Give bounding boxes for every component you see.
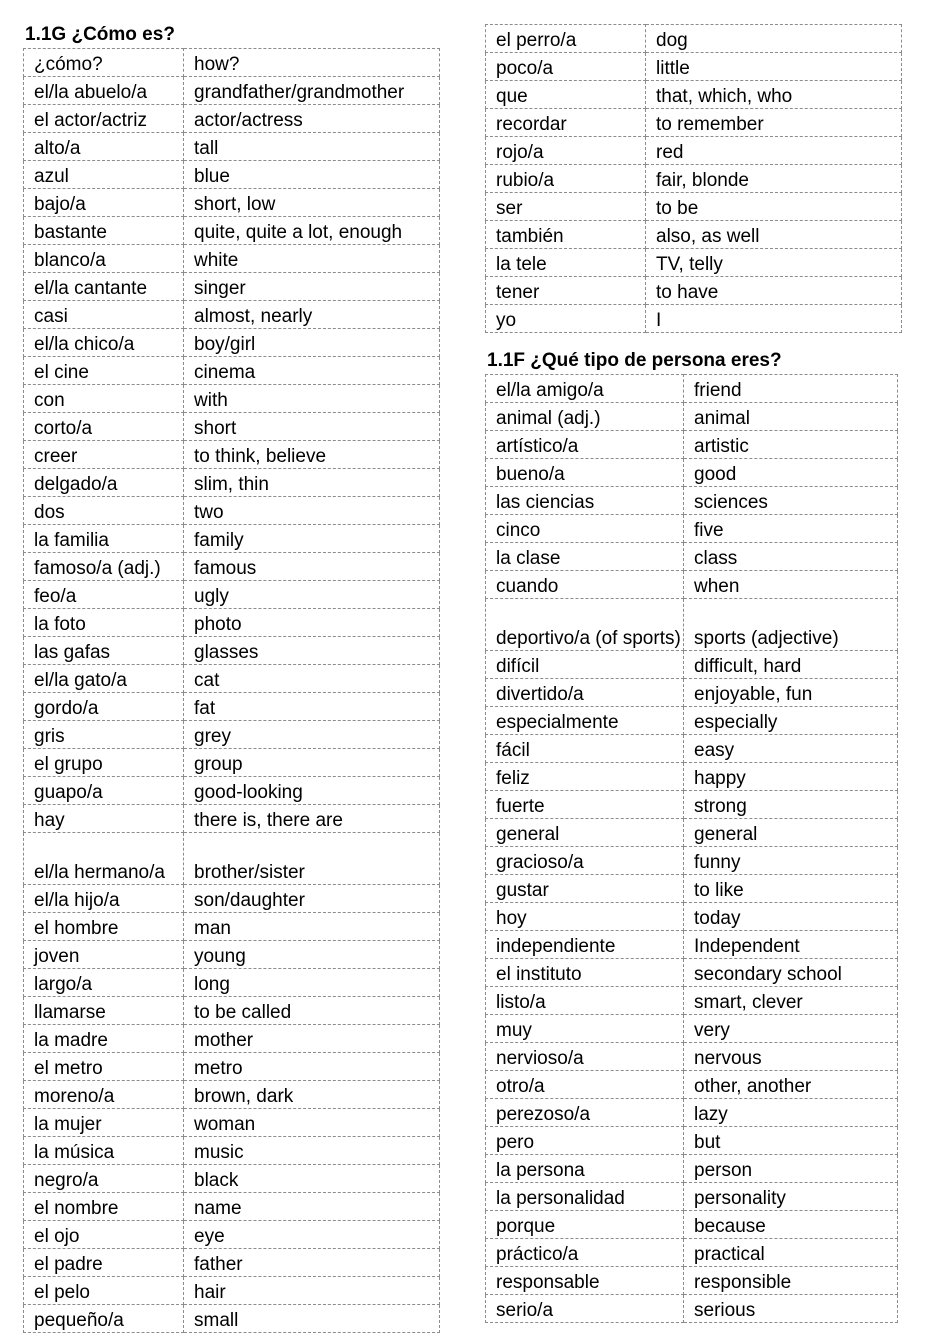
spanish-term: casi bbox=[24, 301, 184, 329]
spanish-term: el ojo bbox=[24, 1221, 184, 1249]
vocab-row bbox=[486, 1071, 898, 1099]
spanish-term: largo/a bbox=[24, 969, 184, 997]
vocab-row bbox=[486, 987, 898, 1015]
vocab-row bbox=[24, 77, 440, 105]
english-translation: because bbox=[684, 1211, 898, 1239]
vocab-row bbox=[486, 707, 898, 735]
vocab-row bbox=[486, 1155, 898, 1183]
spanish-term: perezoso/a bbox=[486, 1099, 684, 1127]
spanish-term: corto/a bbox=[24, 413, 184, 441]
spanish-term: la familia bbox=[24, 525, 184, 553]
english-translation: with bbox=[184, 385, 440, 413]
english-translation: white bbox=[184, 245, 440, 273]
english-translation: grandfather/grandmother bbox=[184, 77, 440, 105]
vocab-row bbox=[24, 777, 440, 805]
english-translation: sciences bbox=[684, 487, 898, 515]
spanish-term: rubio/a bbox=[486, 165, 646, 193]
vocab-row bbox=[24, 1109, 440, 1137]
spanish-term: la personalidad bbox=[486, 1183, 684, 1211]
spanish-term: la música bbox=[24, 1137, 184, 1165]
english-translation: practical bbox=[684, 1239, 898, 1267]
vocab-row bbox=[24, 805, 440, 833]
spanish-term: cuando bbox=[486, 571, 684, 599]
vocab-row bbox=[24, 1249, 440, 1277]
vocab-table-1-1g-continued bbox=[485, 24, 902, 333]
english-translation: eye bbox=[184, 1221, 440, 1249]
english-translation: young bbox=[184, 941, 440, 969]
vocab-row bbox=[24, 385, 440, 413]
spanish-term: las gafas bbox=[24, 637, 184, 665]
vocab-row bbox=[24, 525, 440, 553]
english-translation: difficult, hard bbox=[684, 651, 898, 679]
english-translation: almost, nearly bbox=[184, 301, 440, 329]
spanish-term: poco/a bbox=[486, 53, 646, 81]
english-translation: woman bbox=[184, 1109, 440, 1137]
spanish-term: la mujer bbox=[24, 1109, 184, 1137]
vocab-row bbox=[24, 469, 440, 497]
vocab-row bbox=[24, 413, 440, 441]
english-translation: animal bbox=[684, 403, 898, 431]
vocab-row bbox=[24, 1305, 440, 1333]
vocab-row bbox=[486, 931, 898, 959]
vocab-row bbox=[24, 357, 440, 385]
spanish-term: famoso/a (adj.) bbox=[24, 553, 184, 581]
english-translation: son/daughter bbox=[184, 885, 440, 913]
spanish-term: el/la cantante bbox=[24, 273, 184, 301]
spanish-term: el/la abuelo/a bbox=[24, 77, 184, 105]
english-translation: how? bbox=[184, 49, 440, 77]
vocab-row bbox=[486, 515, 898, 543]
vocab-row bbox=[24, 301, 440, 329]
spanish-term: cinco bbox=[486, 515, 684, 543]
spanish-term: bueno/a bbox=[486, 459, 684, 487]
vocab-row bbox=[24, 1193, 440, 1221]
spanish-term: el/la chico/a bbox=[24, 329, 184, 357]
vocab-row bbox=[486, 1043, 898, 1071]
spanish-term: recordar bbox=[486, 109, 646, 137]
spanish-term: general bbox=[486, 819, 684, 847]
spanish-term: gordo/a bbox=[24, 693, 184, 721]
spanish-term: azul bbox=[24, 161, 184, 189]
vocab-row bbox=[24, 217, 440, 245]
spanish-term: hoy bbox=[486, 903, 684, 931]
spanish-term: fuerte bbox=[486, 791, 684, 819]
vocab-row bbox=[486, 1295, 898, 1323]
english-translation: famous bbox=[184, 553, 440, 581]
english-translation: TV, telly bbox=[646, 249, 902, 277]
vocab-row bbox=[486, 1239, 898, 1267]
vocab-row bbox=[486, 193, 902, 221]
spanish-term: alto/a bbox=[24, 133, 184, 161]
english-translation: today bbox=[684, 903, 898, 931]
vocab-row bbox=[24, 693, 440, 721]
english-translation: nervous bbox=[684, 1043, 898, 1071]
english-translation: when bbox=[684, 571, 898, 599]
english-translation: to think, believe bbox=[184, 441, 440, 469]
english-translation: to have bbox=[646, 277, 902, 305]
english-translation: father bbox=[184, 1249, 440, 1277]
vocab-row bbox=[24, 885, 440, 913]
vocab-row bbox=[486, 791, 898, 819]
english-translation: very bbox=[684, 1015, 898, 1043]
vocab-row bbox=[486, 735, 898, 763]
spanish-term: joven bbox=[24, 941, 184, 969]
spanish-term: el/la hermano/a bbox=[24, 833, 184, 885]
english-translation: strong bbox=[684, 791, 898, 819]
vocab-row bbox=[486, 763, 898, 791]
section-title-1-1f: 1.1F ¿Qué tipo de persona eres? bbox=[487, 350, 782, 371]
vocab-row bbox=[486, 1211, 898, 1239]
spanish-term: el/la gato/a bbox=[24, 665, 184, 693]
english-translation: to remember bbox=[646, 109, 902, 137]
spanish-term: feliz bbox=[486, 763, 684, 791]
vocab-row bbox=[486, 571, 898, 599]
english-translation: secondary school bbox=[684, 959, 898, 987]
vocab-row bbox=[486, 459, 898, 487]
spanish-term: nervioso/a bbox=[486, 1043, 684, 1071]
spanish-term: gustar bbox=[486, 875, 684, 903]
vocab-row bbox=[486, 165, 902, 193]
spanish-term: el actor/actriz bbox=[24, 105, 184, 133]
english-translation: especially bbox=[684, 707, 898, 735]
spanish-term: blanco/a bbox=[24, 245, 184, 273]
vocab-row bbox=[486, 651, 898, 679]
spanish-term: guapo/a bbox=[24, 777, 184, 805]
spanish-term: gris bbox=[24, 721, 184, 749]
spanish-term: el perro/a bbox=[486, 25, 646, 53]
english-translation: group bbox=[184, 749, 440, 777]
vocab-row bbox=[486, 1015, 898, 1043]
vocab-row bbox=[24, 969, 440, 997]
english-translation: glasses bbox=[184, 637, 440, 665]
english-translation: smart, clever bbox=[684, 987, 898, 1015]
english-translation: actor/actress bbox=[184, 105, 440, 133]
spanish-term: la foto bbox=[24, 609, 184, 637]
english-translation: long bbox=[184, 969, 440, 997]
english-translation: funny bbox=[684, 847, 898, 875]
vocab-row bbox=[24, 1053, 440, 1081]
spanish-term: listo/a bbox=[486, 987, 684, 1015]
spanish-term: llamarse bbox=[24, 997, 184, 1025]
english-translation: short bbox=[184, 413, 440, 441]
spanish-term: muy bbox=[486, 1015, 684, 1043]
vocab-row bbox=[24, 245, 440, 273]
section-title-1-1g: 1.1G ¿Cómo es? bbox=[25, 24, 175, 45]
english-translation: other, another bbox=[684, 1071, 898, 1099]
vocab-row bbox=[24, 581, 440, 609]
english-translation: ugly bbox=[184, 581, 440, 609]
vocab-row bbox=[24, 833, 440, 885]
vocab-row bbox=[486, 249, 902, 277]
english-translation: happy bbox=[684, 763, 898, 791]
vocab-row bbox=[24, 749, 440, 777]
spanish-term: el/la amigo/a bbox=[486, 375, 684, 403]
english-translation: man bbox=[184, 913, 440, 941]
spanish-term: que bbox=[486, 81, 646, 109]
spanish-term: yo bbox=[486, 305, 646, 333]
english-translation: blue bbox=[184, 161, 440, 189]
spanish-term: las ciencias bbox=[486, 487, 684, 515]
spanish-term: deportivo/a (of sports) bbox=[486, 599, 684, 651]
spanish-term: ¿cómo? bbox=[24, 49, 184, 77]
english-translation: personality bbox=[684, 1183, 898, 1211]
vocab-row bbox=[486, 1183, 898, 1211]
vocab-row bbox=[24, 941, 440, 969]
spanish-term: hay bbox=[24, 805, 184, 833]
spanish-term: creer bbox=[24, 441, 184, 469]
spanish-term: bajo/a bbox=[24, 189, 184, 217]
vocab-row bbox=[24, 997, 440, 1025]
vocab-row bbox=[486, 903, 898, 931]
english-translation: small bbox=[184, 1305, 440, 1333]
vocab-row bbox=[24, 1277, 440, 1305]
spanish-term: el hombre bbox=[24, 913, 184, 941]
vocab-row bbox=[486, 221, 902, 249]
english-translation: serious bbox=[684, 1295, 898, 1323]
english-translation: Independent bbox=[684, 931, 898, 959]
spanish-term: el/la hijo/a bbox=[24, 885, 184, 913]
spanish-term: el cine bbox=[24, 357, 184, 385]
vocab-row bbox=[24, 105, 440, 133]
vocab-row bbox=[24, 273, 440, 301]
vocab-row bbox=[486, 599, 898, 651]
vocab-row bbox=[486, 1267, 898, 1295]
english-translation: friend bbox=[684, 375, 898, 403]
vocab-row bbox=[486, 543, 898, 571]
vocab-row bbox=[24, 1025, 440, 1053]
vocab-row bbox=[486, 431, 898, 459]
spanish-term: responsable bbox=[486, 1267, 684, 1295]
vocab-row bbox=[24, 329, 440, 357]
vocab-row bbox=[486, 53, 902, 81]
vocab-table-1-1f bbox=[485, 374, 898, 1323]
english-translation: brown, dark bbox=[184, 1081, 440, 1109]
english-translation: to like bbox=[684, 875, 898, 903]
spanish-term: pequeño/a bbox=[24, 1305, 184, 1333]
english-translation: little bbox=[646, 53, 902, 81]
english-translation: to be called bbox=[184, 997, 440, 1025]
vocab-row bbox=[24, 1081, 440, 1109]
vocab-row bbox=[24, 637, 440, 665]
english-translation: dog bbox=[646, 25, 902, 53]
english-translation: two bbox=[184, 497, 440, 525]
english-translation: singer bbox=[184, 273, 440, 301]
vocab-row bbox=[24, 609, 440, 637]
english-translation: enjoyable, fun bbox=[684, 679, 898, 707]
english-translation: five bbox=[684, 515, 898, 543]
spanish-term: especialmente bbox=[486, 707, 684, 735]
english-translation: grey bbox=[184, 721, 440, 749]
vocab-row bbox=[486, 679, 898, 707]
english-translation: boy/girl bbox=[184, 329, 440, 357]
english-translation: to be bbox=[646, 193, 902, 221]
english-translation: hair bbox=[184, 1277, 440, 1305]
english-translation: fair, blonde bbox=[646, 165, 902, 193]
vocab-table-1-1g bbox=[23, 48, 440, 1333]
spanish-term: moreno/a bbox=[24, 1081, 184, 1109]
english-translation: but bbox=[684, 1127, 898, 1155]
spanish-term: rojo/a bbox=[486, 137, 646, 165]
spanish-term: serio/a bbox=[486, 1295, 684, 1323]
spanish-term: el padre bbox=[24, 1249, 184, 1277]
vocab-row bbox=[486, 375, 898, 403]
vocab-row bbox=[24, 1221, 440, 1249]
english-translation: black bbox=[184, 1165, 440, 1193]
vocab-row bbox=[24, 161, 440, 189]
english-translation: also, as well bbox=[646, 221, 902, 249]
english-translation: there is, there are bbox=[184, 805, 440, 833]
spanish-term: divertido/a bbox=[486, 679, 684, 707]
vocab-row bbox=[486, 847, 898, 875]
english-translation: slim, thin bbox=[184, 469, 440, 497]
vocab-row bbox=[486, 875, 898, 903]
spanish-term: con bbox=[24, 385, 184, 413]
spanish-term: el grupo bbox=[24, 749, 184, 777]
spanish-term: la tele bbox=[486, 249, 646, 277]
spanish-term: fácil bbox=[486, 735, 684, 763]
english-translation: sports (adjective) bbox=[684, 599, 898, 651]
vocab-row bbox=[486, 81, 902, 109]
spanish-term: práctico/a bbox=[486, 1239, 684, 1267]
vocab-row bbox=[24, 497, 440, 525]
english-translation: short, low bbox=[184, 189, 440, 217]
vocab-row bbox=[486, 277, 902, 305]
english-translation: red bbox=[646, 137, 902, 165]
english-translation: responsible bbox=[684, 1267, 898, 1295]
spanish-term: porque bbox=[486, 1211, 684, 1239]
spanish-term: bastante bbox=[24, 217, 184, 245]
vocab-row bbox=[24, 441, 440, 469]
vocab-row bbox=[486, 305, 902, 333]
english-translation: good-looking bbox=[184, 777, 440, 805]
spanish-term: negro/a bbox=[24, 1165, 184, 1193]
english-translation: I bbox=[646, 305, 902, 333]
vocab-row bbox=[24, 665, 440, 693]
spanish-term: delgado/a bbox=[24, 469, 184, 497]
vocab-row bbox=[24, 189, 440, 217]
vocab-row bbox=[486, 1099, 898, 1127]
spanish-term: gracioso/a bbox=[486, 847, 684, 875]
english-translation: name bbox=[184, 1193, 440, 1221]
spanish-term: la persona bbox=[486, 1155, 684, 1183]
english-translation: artistic bbox=[684, 431, 898, 459]
spanish-term: el metro bbox=[24, 1053, 184, 1081]
spanish-term: el instituto bbox=[486, 959, 684, 987]
vocab-row bbox=[24, 913, 440, 941]
vocab-row bbox=[486, 487, 898, 515]
vocab-row bbox=[486, 137, 902, 165]
english-translation: mother bbox=[184, 1025, 440, 1053]
spanish-term: la madre bbox=[24, 1025, 184, 1053]
english-translation: photo bbox=[184, 609, 440, 637]
spanish-term: ser bbox=[486, 193, 646, 221]
english-translation: general bbox=[684, 819, 898, 847]
vocab-row bbox=[486, 819, 898, 847]
english-translation: fat bbox=[184, 693, 440, 721]
english-translation: brother/sister bbox=[184, 833, 440, 885]
spanish-term: el nombre bbox=[24, 1193, 184, 1221]
spanish-term: animal (adj.) bbox=[486, 403, 684, 431]
english-translation: good bbox=[684, 459, 898, 487]
vocab-row bbox=[24, 1165, 440, 1193]
spanish-term: feo/a bbox=[24, 581, 184, 609]
english-translation: lazy bbox=[684, 1099, 898, 1127]
vocab-row bbox=[486, 403, 898, 431]
spanish-term: pero bbox=[486, 1127, 684, 1155]
english-translation: person bbox=[684, 1155, 898, 1183]
spanish-term: tener bbox=[486, 277, 646, 305]
english-translation: that, which, who bbox=[646, 81, 902, 109]
english-translation: quite, quite a lot, enough bbox=[184, 217, 440, 245]
vocab-row bbox=[24, 49, 440, 77]
english-translation: tall bbox=[184, 133, 440, 161]
spanish-term: independiente bbox=[486, 931, 684, 959]
english-translation: family bbox=[184, 525, 440, 553]
spanish-term: la clase bbox=[486, 543, 684, 571]
english-translation: metro bbox=[184, 1053, 440, 1081]
vocab-row bbox=[486, 1127, 898, 1155]
spanish-term: difícil bbox=[486, 651, 684, 679]
vocab-row bbox=[24, 1137, 440, 1165]
spanish-term: artístico/a bbox=[486, 431, 684, 459]
spanish-term: el pelo bbox=[24, 1277, 184, 1305]
spanish-term: también bbox=[486, 221, 646, 249]
english-translation: easy bbox=[684, 735, 898, 763]
vocab-row bbox=[486, 25, 902, 53]
english-translation: cinema bbox=[184, 357, 440, 385]
vocab-row bbox=[486, 959, 898, 987]
vocab-row bbox=[24, 133, 440, 161]
english-translation: cat bbox=[184, 665, 440, 693]
vocab-row bbox=[486, 109, 902, 137]
spanish-term: otro/a bbox=[486, 1071, 684, 1099]
english-translation: music bbox=[184, 1137, 440, 1165]
vocab-row bbox=[24, 721, 440, 749]
spanish-term: dos bbox=[24, 497, 184, 525]
vocab-row bbox=[24, 553, 440, 581]
english-translation: class bbox=[684, 543, 898, 571]
